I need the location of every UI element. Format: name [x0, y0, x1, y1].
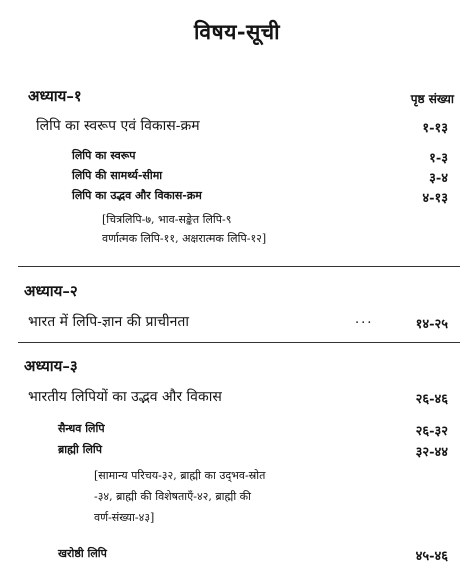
chapter-1-note-line: [चित्रलिपि-७, भाव-सङ्केत लिपि-९ — [102, 213, 232, 226]
subsection-pages: ४-१३ — [422, 191, 448, 206]
chapter-2-heading: अध्याय–२ — [24, 282, 78, 300]
chapter-3-note-line: वर्ण-संख्या-४३] — [94, 511, 155, 524]
chapter-1-note-line: वर्णात्मक लिपि-११, अक्षरात्मक लिपि-१२] — [102, 232, 267, 245]
chapter-3-title: भारतीय लिपियों का उद्भव और विकास — [28, 389, 222, 405]
subsection-pages: २६-३२ — [415, 424, 448, 439]
subsection-title: लिपि का स्वरूप — [72, 149, 136, 162]
subsection-pages: ४५-४६ — [415, 549, 448, 564]
section-divider — [18, 266, 460, 267]
subsection-pages: ३-४ — [429, 171, 448, 186]
subsection-title: लिपि का उद्भव और विकास-क्रम — [72, 189, 202, 202]
chapter-2-pages: १४-२५ — [415, 317, 448, 332]
subsection-title: खरोष्ठी लिपि — [58, 547, 107, 560]
subsection-pages: ३२-४४ — [415, 445, 448, 460]
chapter-3-note-line: -३४, ब्राह्मी की विशेषताएँ-४२, ब्राह्मी की — [94, 490, 251, 503]
chapter-3-pages: २६-४६ — [415, 392, 448, 407]
page-number-column-label: पृष्ठ संख्या — [410, 92, 454, 106]
dot-leader: ... — [355, 312, 374, 327]
chapter-1-title: लिपि का स्वरूप एवं विकास-क्रम — [36, 118, 200, 134]
section-divider — [18, 342, 460, 343]
chapter-2-title: भारत में लिपि-ज्ञान की प्राचीनता — [28, 314, 190, 330]
subsection-pages: १-३ — [429, 151, 448, 166]
subsection-title: ब्राह्मी लिपि — [58, 443, 103, 456]
chapter-1-heading: अध्याय–१ — [28, 87, 82, 105]
subsection-title: लिपि की सामर्थ्य-सीमा — [72, 169, 163, 182]
chapter-1-pages: १-१३ — [422, 121, 448, 136]
page-title: विषय-सूची — [193, 19, 281, 44]
chapter-3-heading: अध्याय–३ — [24, 357, 78, 375]
subsection-title: सैन्धव लिपि — [58, 422, 105, 435]
chapter-3-note-line: [सामान्य परिचय-३२, ब्राह्मी का उद्‌भव-स्रोत — [94, 469, 266, 482]
